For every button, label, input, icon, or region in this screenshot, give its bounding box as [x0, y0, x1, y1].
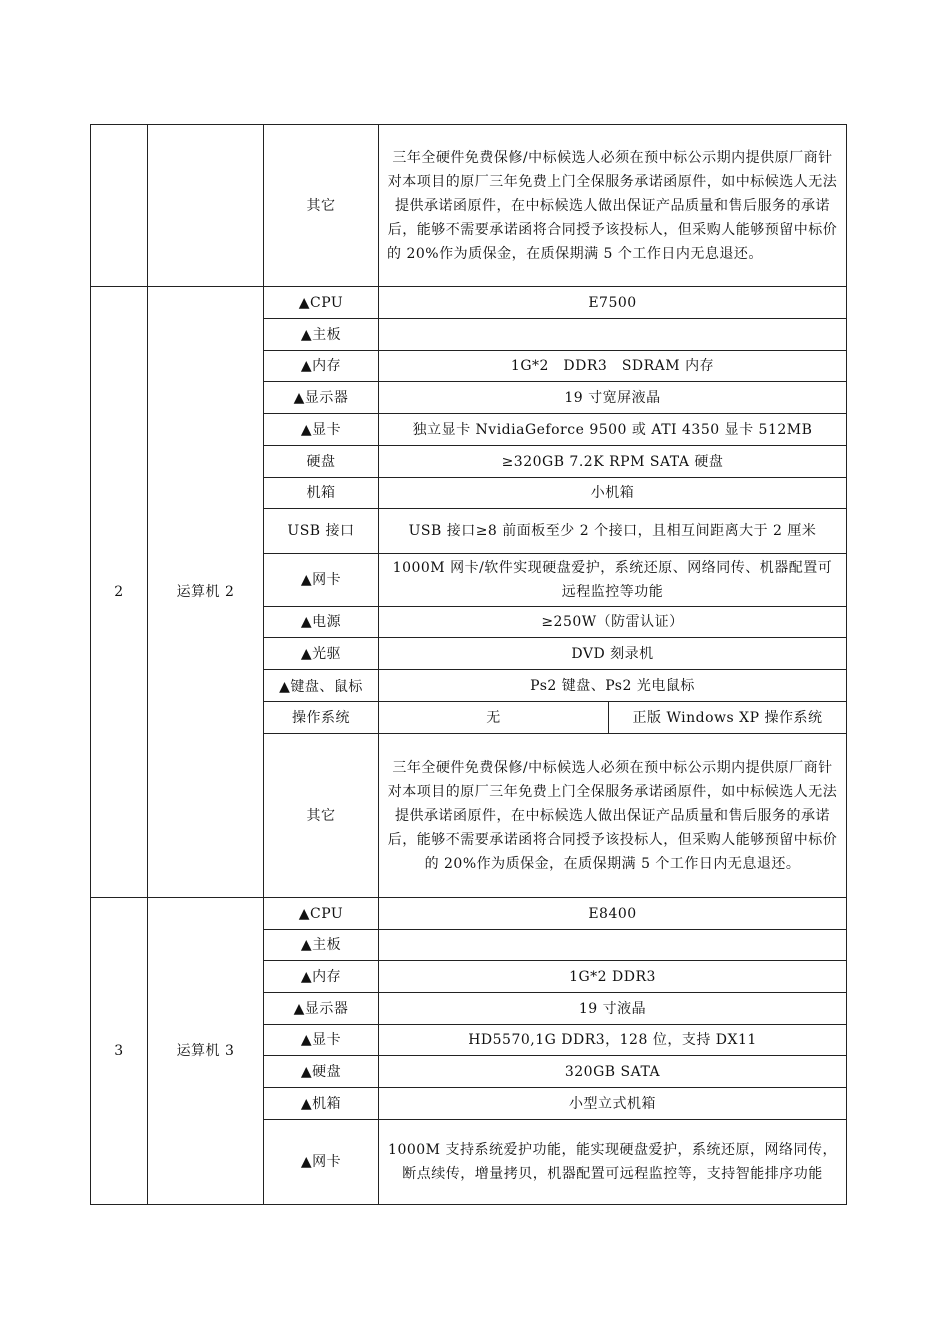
spec-label: ▲显示器	[264, 382, 379, 414]
spec-value	[379, 930, 847, 961]
spec-label: USB 接口	[264, 509, 379, 554]
spec-value: 1000M 网卡/软件实现硬盘爱护，系统还原、网络同传、机器配置可远程监控等功能	[379, 554, 847, 607]
item-name: 运算机 3	[148, 898, 264, 1205]
spec-value: 无	[379, 702, 609, 734]
spec-label: ▲主板	[264, 930, 379, 961]
spec-value: 19 寸宽屏液晶	[379, 382, 847, 414]
table-row	[91, 287, 847, 319]
spec-value: ≥320GB 7.2K RPM SATA 硬盘	[379, 446, 847, 478]
spec-label: ▲硬盘	[264, 1056, 379, 1088]
spec-value	[379, 319, 847, 351]
spec-table	[90, 124, 847, 1205]
spec-value: 正版 Windows XP 操作系统	[609, 702, 847, 734]
table-row	[91, 898, 847, 930]
spec-value: 独立显卡 NvidiaGeforce 9500 或 ATI 4350 显卡 512MB	[379, 414, 847, 446]
spec-label: ▲CPU	[264, 898, 379, 930]
item-number-cell	[91, 125, 148, 287]
spec-value: 小机箱	[379, 478, 847, 509]
spec-label: ▲显示器	[264, 993, 379, 1025]
spec-value: 三年全硬件免费保修/中标候选人必须在预中标公示期内提供原厂商针对本项目的原厂三年免费上门全保服务承诺函原件，如中标候选人无法提供承诺函原件，在中标候选人做出保证产品质量和售后服务的承诺后，能够不需要承诺函将合同授予该投标人，但采购人能够预留中标价的 20%作为质保金，在质保期满 5 个工作日内无息退还。	[379, 734, 847, 898]
spec-label: 硬盘	[264, 446, 379, 478]
table-row	[91, 125, 847, 287]
spec-label: ▲电源	[264, 607, 379, 638]
spec-value: 三年全硬件免费保修/中标候选人必须在预中标公示期内提供原厂商针对本项目的原厂三年免费上门全保服务承诺函原件，如中标候选人无法提供承诺函原件，在中标候选人做出保证产品质量和售后服务的承诺后，能够不需要承诺函将合同授予该投标人，但采购人能够预留中标价的 20%作为质保金，在质保期满 5 个工作日内无息退还。	[379, 125, 847, 287]
item-number: 2	[91, 287, 148, 898]
spec-value: 小型立式机箱	[379, 1088, 847, 1120]
spec-label: 操作系统	[264, 702, 379, 734]
spec-label: 机箱	[264, 478, 379, 509]
spec-value: 19 寸液晶	[379, 993, 847, 1025]
spec-value: E7500	[379, 287, 847, 319]
spec-value: Ps2 键盘、Ps2 光电鼠标	[379, 670, 847, 702]
spec-label: ▲网卡	[264, 554, 379, 607]
spec-label: ▲内存	[264, 961, 379, 993]
spec-label: ▲显卡	[264, 414, 379, 446]
spec-value: ≥250W（防雷认证）	[379, 607, 847, 638]
spec-value: 1G*2 DDR3	[379, 961, 847, 993]
spec-label	[264, 670, 379, 702]
spec-value: 320GB SATA	[379, 1056, 847, 1088]
spec-label: ▲机箱	[264, 1088, 379, 1120]
spec-label: ▲CPU	[264, 287, 379, 319]
item-name-cell	[148, 125, 264, 287]
spec-label: ▲网卡	[264, 1120, 379, 1205]
spec-value: HD5570,1G DDR3，128 位，支持 DX11	[379, 1025, 847, 1056]
spec-value: USB 接口≥8 前面板至少 2 个接口，且相互间距离大于 2 厘米	[379, 509, 847, 554]
spec-value: 1000M 支持系统爱护功能，能实现硬盘爱护，系统还原，网络同传，断点续传，增量拷贝，机器配置可远程监控等，支持智能排序功能	[379, 1120, 847, 1205]
spec-value: 1G*2 DDR3 SDRAM 内存	[379, 351, 847, 382]
spec-value: E8400	[379, 898, 847, 930]
item-name: 运算机 2	[148, 287, 264, 898]
spec-label: 其它	[264, 734, 379, 898]
spec-label: ▲内存	[264, 351, 379, 382]
spec-label: ▲显卡	[264, 1025, 379, 1056]
spec-label: ▲光驱	[264, 638, 379, 670]
spec-label-text: ▲键盘、鼠标	[279, 678, 363, 695]
spec-label: ▲主板	[264, 319, 379, 351]
spec-label: 其它	[264, 125, 379, 287]
spec-value: DVD 刻录机	[379, 638, 847, 670]
item-number: 3	[91, 898, 148, 1205]
